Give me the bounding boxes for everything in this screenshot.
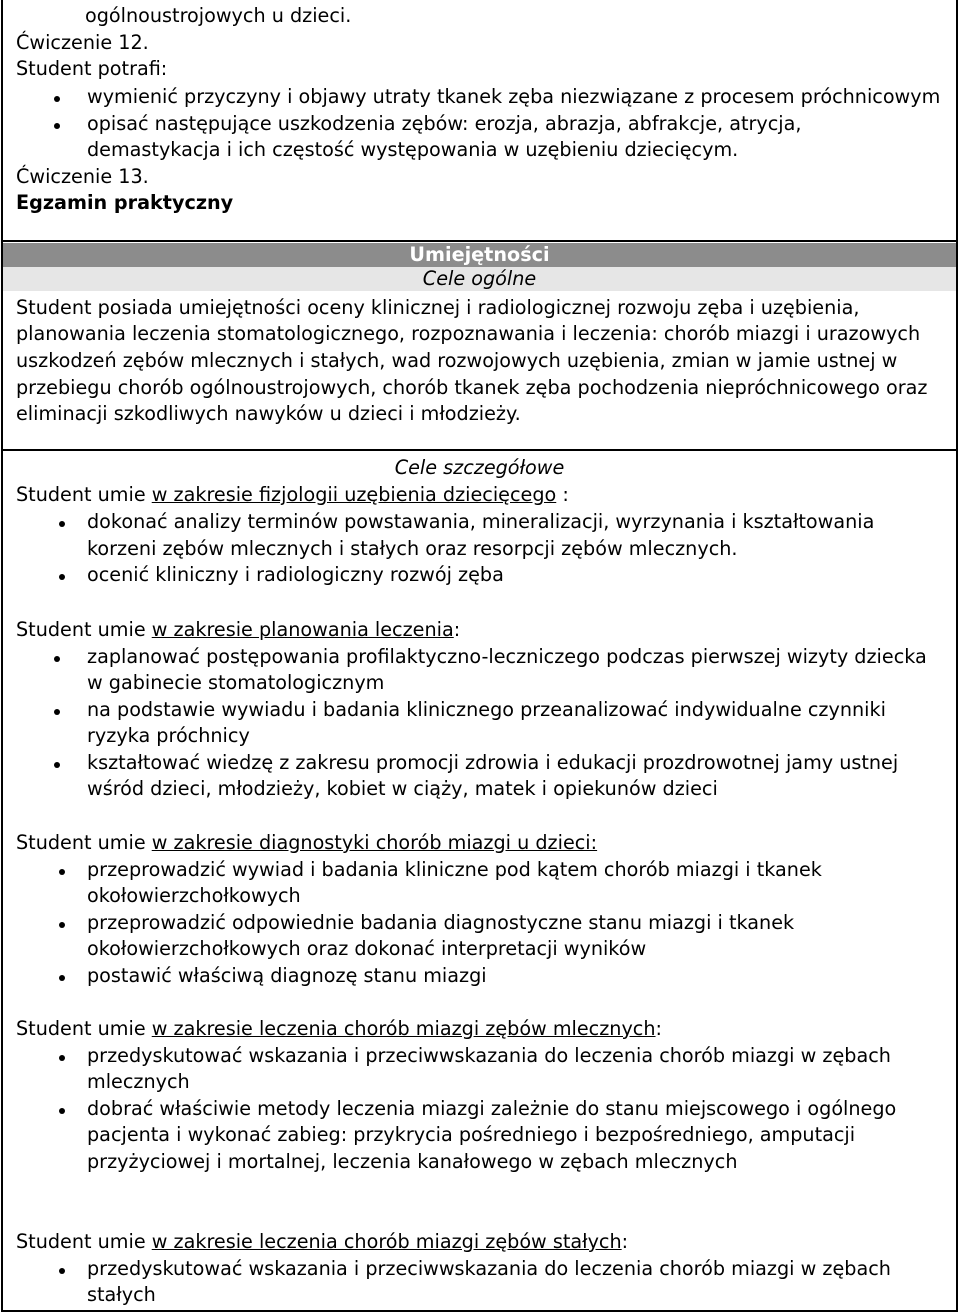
practical-exam-heading: Egzamin praktyczny [16, 191, 234, 214]
general-text-line: eliminacji szkodliwych nawyków u dzieci i młodzieży. [16, 402, 521, 425]
section-heading: Student umie w zakresie planowania leczenia: [16, 618, 461, 641]
list-item: przeprowadzić odpowiednie badania diagnostyczne stanu miazgi i tkanek [87, 911, 795, 934]
general-text-line: Student posiada umiejętności oceny klinicznej i radiologicznej rozwoju zęba i uzębienia, [16, 296, 860, 319]
bullet-icon [59, 869, 65, 875]
list-item-continuation: wśród dzieci, młodzieży, kobiet w ciąży, matek i opiekunów dzieci [87, 777, 718, 800]
divider [3, 449, 956, 451]
list-item: przedyskutować wskazania i przeciwwskazania do leczenia chorób miazgi w zębach [87, 1257, 891, 1280]
general-text-line: przebiegu chorób ogólnoustrojowych, chorób tkanek zęba pochodzenia niepróchnicowego oraz [16, 376, 928, 399]
bullet-icon [59, 922, 65, 928]
divider [3, 240, 956, 242]
section-topic: w zakresie leczenia chorób miazgi zębów stałych [151, 1230, 622, 1253]
list-item: ocenić kliniczny i radiologiczny rozwój zęba [87, 563, 504, 586]
student-can-label: Student potrafi: [16, 57, 168, 80]
bullet-icon [54, 96, 60, 102]
document-page [1, 0, 958, 1312]
bullet-icon [59, 574, 65, 580]
skills-title: Umiejętności [409, 243, 550, 266]
list-item-continuation: korzeni zębów mlecznych i stałych oraz resorpcji zębów mlecznych. [87, 537, 738, 560]
general-text-line: uszkodzeń zębów mlecznych i stałych, wad rozwojowych uzębienia, zmian w jamie ustnej w [16, 349, 898, 372]
list-item: na podstawie wywiadu i badania klinicznego przeanalizować indywidualne czynniki [87, 698, 886, 721]
list-item-continuation: ryzyka próchnicy [87, 724, 250, 747]
bullet-icon [54, 762, 60, 768]
list-item-continuation: okołowierzchołkowych [87, 884, 301, 907]
list-item-continuation: w gabinecie stomatologicznym [87, 671, 385, 694]
section-heading: Student umie w zakresie leczenia chorób miazgi zębów mlecznych: [16, 1017, 662, 1040]
exercise-12-label: Ćwiczenie 12. [16, 31, 149, 54]
section-heading: Student umie w zakresie fizjologii uzębienia dziecięcego : [16, 483, 569, 506]
list-item: opisać następujące uszkodzenia zębów: erozja, abrazja, abfrakcje, atrycja, [87, 112, 802, 135]
exercise-13-label: Ćwiczenie 13. [16, 165, 149, 188]
section-topic: w zakresie leczenia chorób miazgi zębów mlecznych [151, 1017, 656, 1040]
section-heading: Student umie w zakresie leczenia chorób miazgi zębów stałych: [16, 1230, 629, 1253]
bullet-icon [54, 709, 60, 715]
specific-goals-title: Cele szczegółowe [394, 456, 565, 479]
bullet-icon [59, 521, 65, 527]
list-item: dobrać właściwie metody leczenia miazgi zależnie do stanu miejscowego i ogólnego [87, 1097, 897, 1120]
bullet-icon [59, 1055, 65, 1061]
list-item-continuation: demastykacja i ich częstość występowania w uzębieniu dziecięcym. [87, 138, 739, 161]
bullet-icon [54, 123, 60, 129]
section-heading: Student umie w zakresie diagnostyki chorób miazgi u dzieci: [16, 831, 598, 854]
list-item: zaplanować postępowania profilaktyczno-leczniczego podczas pierwszej wizyty dziecka [87, 645, 927, 668]
section-topic: w zakresie diagnostyki chorób miazgi u dzieci: [151, 831, 598, 854]
section-topic: w zakresie planowania leczenia [151, 618, 454, 641]
bullet-icon [54, 656, 60, 662]
list-item: wymienić przyczyny i objawy utraty tkanek zęba niezwiązane z procesem próchnicowym [87, 85, 941, 108]
bullet-icon [59, 1108, 65, 1114]
list-item: przedyskutować wskazania i przeciwwskazania do leczenia chorób miazgi w zębach [87, 1044, 891, 1067]
list-item: postawić właściwą diagnozę stanu miazgi [87, 964, 487, 987]
continuation-line: ogólnoustrojowych u dzieci. [85, 4, 352, 27]
list-item: dokonać analizy terminów powstawania, mineralizacji, wyrzynania i kształtowania [87, 510, 875, 533]
list-item-continuation: mlecznych [87, 1070, 190, 1093]
general-text-line: planowania leczenia stomatologicznego, rozpoznawania i leczenia: chorób miazgi i urazowych [16, 322, 921, 345]
skills-header-band [3, 243, 956, 267]
list-item: przeprowadzić wywiad i badania kliniczne pod kątem chorób miazgi i tkanek [87, 858, 822, 881]
list-item-continuation: przyżyciowej i mortalnej, leczenia kanałowego w zębach mlecznych [87, 1150, 738, 1173]
section-topic: w zakresie fizjologii uzębienia dziecięcego [151, 483, 557, 506]
bullet-icon [59, 1268, 65, 1274]
general-goals-title: Cele ogólne [422, 267, 537, 290]
list-item-continuation: okołowierzchołkowych oraz dokonać interpretacji wyników [87, 937, 647, 960]
list-item: kształtować wiedzę z zakresu promocji zdrowia i edukacji prozdrowotnej jamy ustnej [87, 751, 899, 774]
bullet-icon [59, 975, 65, 981]
general-goals-band [3, 267, 956, 291]
list-item-continuation: stałych [87, 1283, 156, 1306]
list-item-continuation: pacjenta i wykonać zabieg: przykrycia pośredniego i bezpośredniego, amputacji [87, 1123, 856, 1146]
